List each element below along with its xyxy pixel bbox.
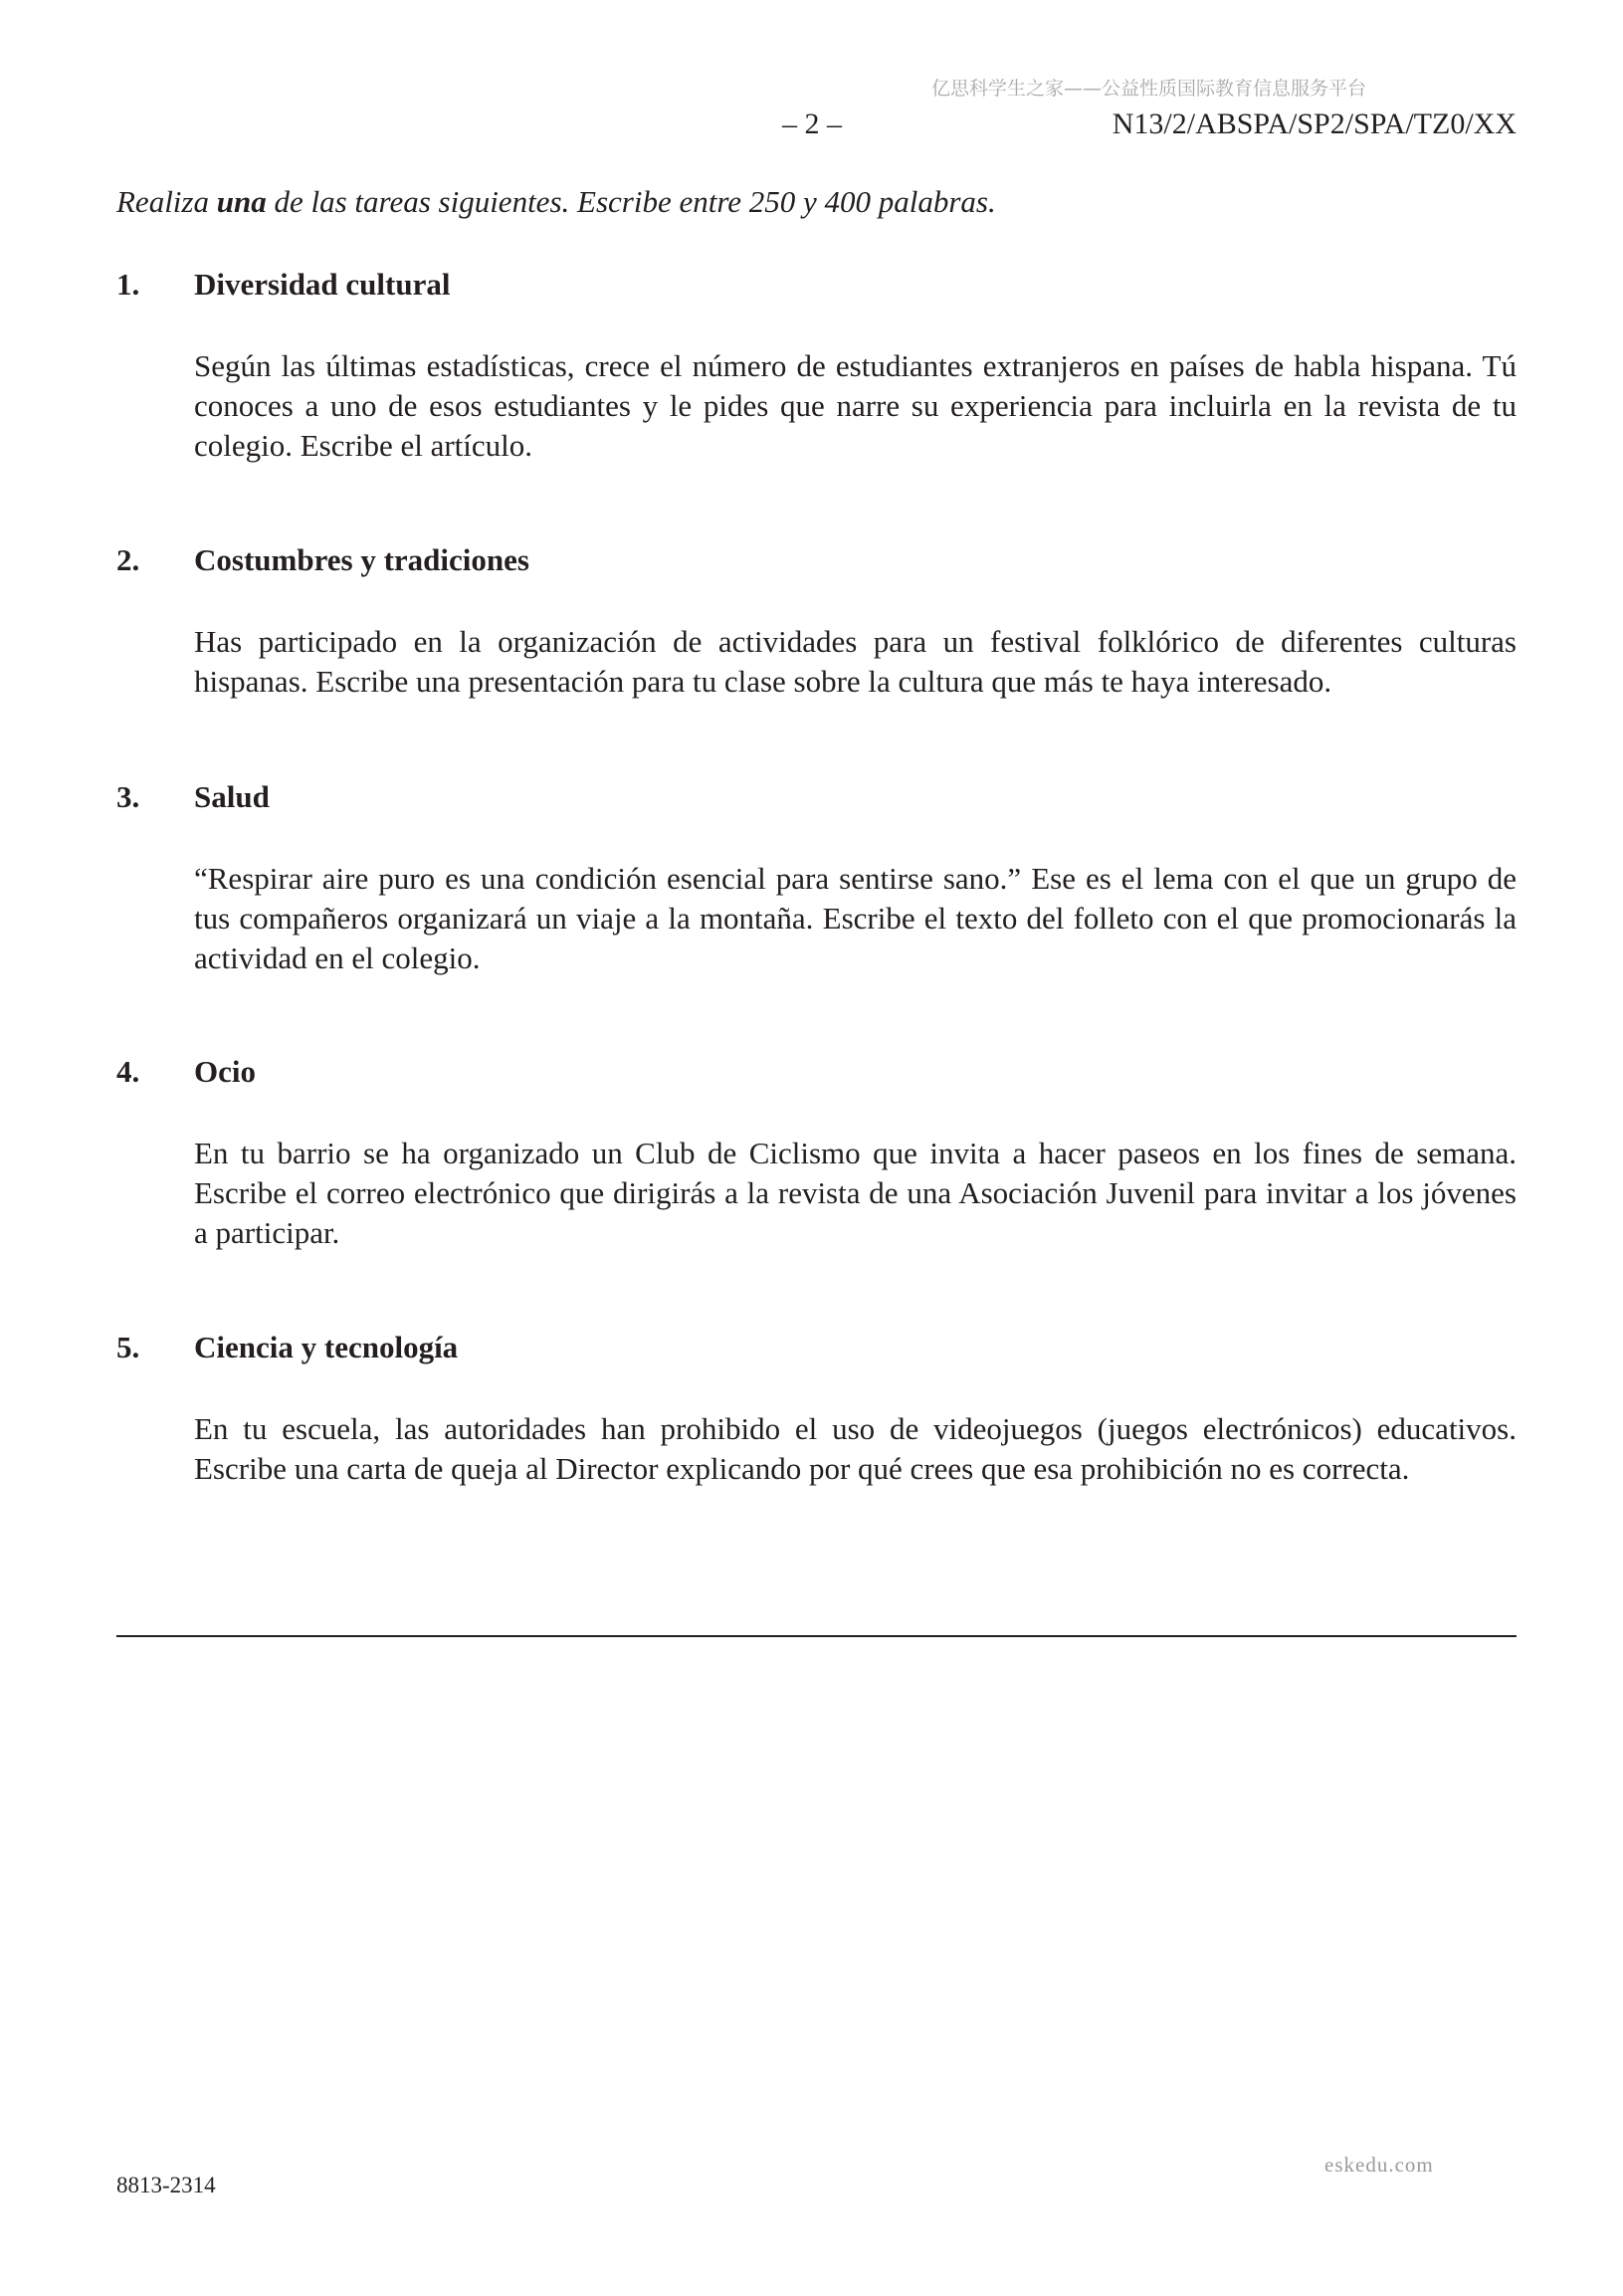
page-number: – 2 – — [782, 107, 842, 140]
task-number: 1. — [116, 267, 140, 302]
task-heading — [116, 542, 1517, 582]
instructions-after: de las tareas siguientes. Escribe entre 250 y 400 palabras. — [266, 184, 996, 219]
instructions — [116, 184, 996, 220]
task-body: Según las últimas estadísticas, crece el número de estudiantes extranjeros en países de habla hispana. Tú conoces a uno de esos estudiantes y le pides que narre su experiencia para incluirla en la revista de tu colegio. Escribe el artículo. — [194, 348, 1517, 463]
document-code: N13/2/ABSPA/SP2/SPA/TZ0/XX — [1112, 107, 1517, 140]
footer-code: 8813-2314 — [116, 2173, 216, 2197]
end-rule — [116, 1635, 1517, 1637]
task-title: Costumbres y tradiciones — [194, 542, 529, 577]
task-body: En tu escuela, las autoridades han prohibido el uso de videojuegos (juegos electrónicos) educativos. Escribe una carta de queja al Director explicando por qué crees que esa prohibición no es correcta. — [194, 1411, 1517, 1486]
task-2 — [116, 542, 1517, 702]
task-5 — [116, 1330, 1517, 1489]
footer-watermark: eskedu.com — [1324, 2153, 1434, 2177]
task-4 — [116, 1054, 1517, 1253]
task-title: Salud — [194, 779, 270, 814]
task-heading — [116, 267, 1517, 307]
task-number: 3. — [116, 779, 140, 814]
task-3 — [116, 779, 1517, 978]
task-number: 4. — [116, 1054, 140, 1089]
task-number: 5. — [116, 1330, 140, 1364]
task-title: Diversidad cultural — [194, 267, 451, 302]
task-heading — [116, 1054, 1517, 1094]
instructions-emphasis: una — [216, 184, 267, 219]
task-body: “Respirar aire puro es una condición esencial para sentirse sano.” Ese es el lema con el que un grupo de tus compañeros organizará un viaje a la montaña. Escribe el texto del folleto con el que promocionarás la actividad en el colegio. — [194, 861, 1517, 975]
task-title: Ocio — [194, 1054, 256, 1089]
task-heading — [116, 779, 1517, 819]
header-watermark: 亿思科学生之家——公益性质国际教育信息服务平台 — [931, 78, 1367, 100]
task-1 — [116, 267, 1517, 466]
task-body: En tu barrio se ha organizado un Club de Ciclismo que invita a hacer paseos en los fines de semana. Escribe el correo electrónico que dirigirás a la revista de una Asociación Juvenil para invitar a los jóvenes a participar. — [194, 1136, 1517, 1250]
task-heading — [116, 1330, 1517, 1369]
task-number: 2. — [116, 542, 140, 577]
instructions-before: Realiza — [116, 184, 217, 219]
task-body: Has participado en la organización de actividades para un festival folklórico de diferentes culturas hispanas. Escribe una presentación para tu clase sobre la cultura que más te haya interesado. — [194, 624, 1517, 699]
task-title: Ciencia y tecnología — [194, 1330, 459, 1364]
